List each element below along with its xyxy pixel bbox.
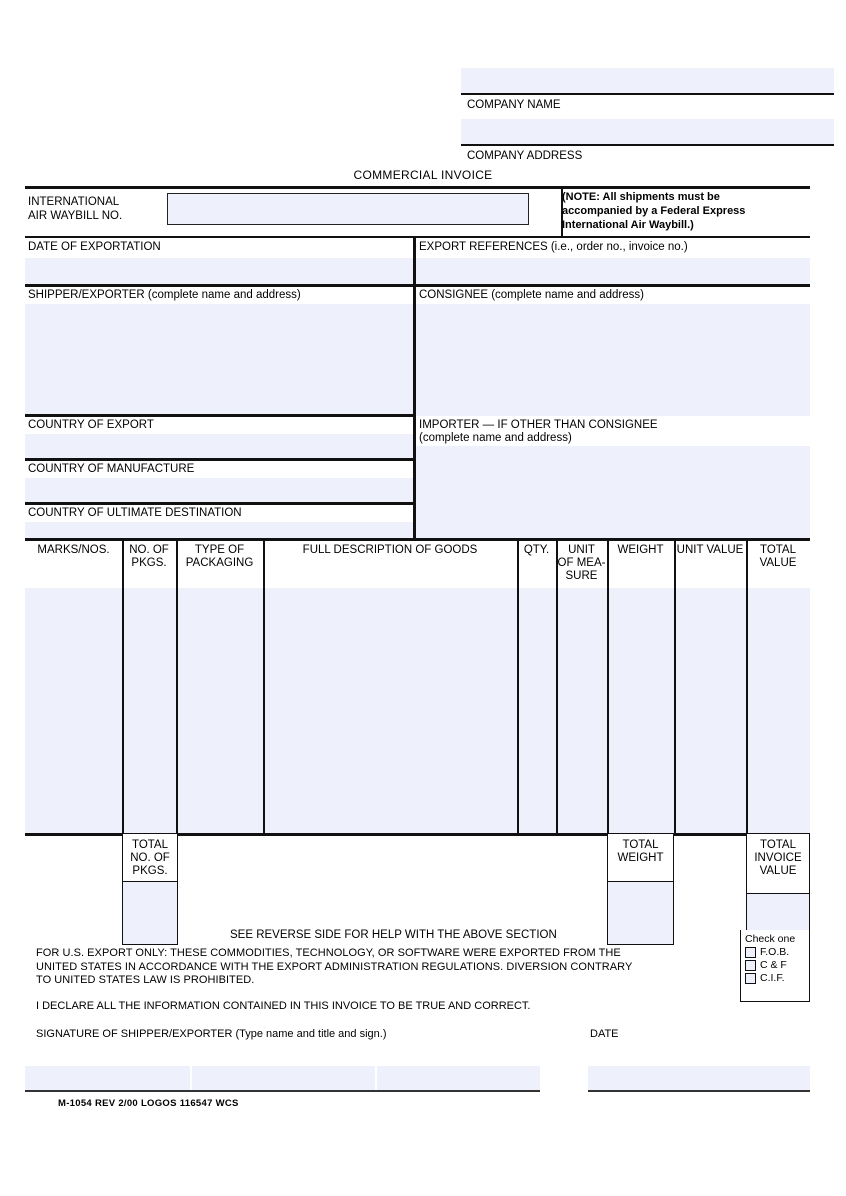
parties-grid [25, 236, 810, 538]
grid-center-divider [413, 238, 416, 538]
goods-table-body [25, 588, 810, 833]
country-of-export-input[interactable] [25, 434, 413, 460]
col-type-pkg-l2: PACKAGING [185, 557, 254, 569]
importer-label-line1: IMPORTER — IF OTHER THAN CONSIGNEE [419, 419, 658, 431]
total-no-of-pkgs-box [122, 833, 178, 945]
cell-uom-input[interactable] [558, 588, 607, 833]
column-header-type-of-packaging [176, 538, 263, 588]
check-one-title: Check one [745, 933, 796, 945]
note-line-2: accompanied by a Federal Express [562, 205, 746, 217]
company-address-input[interactable] [461, 119, 834, 146]
checkbox-cf-icon[interactable] [745, 960, 756, 971]
col-no-pkgs-l2: PKGS. [131, 557, 167, 569]
page-title: COMMERCIAL INVOICE [353, 168, 493, 182]
total-pkgs-l2: NO. OF [130, 852, 170, 864]
export-statement-line2: UNITED STATES IN ACCORDANCE WITH THE EXPORT ADMINISTRATION REGULATIONS. DIVERSION CONTRARY [36, 960, 633, 973]
see-reverse-note: SEE REVERSE SIDE FOR HELP WITH THE ABOVE SECTION [230, 929, 557, 941]
air-waybill-number-input[interactable] [167, 193, 529, 225]
date-of-exportation-label: DATE OF EXPORTATION [28, 241, 161, 253]
cell-type-pkg-input[interactable] [178, 588, 263, 833]
date-of-exportation-input[interactable] [25, 258, 413, 286]
col-total-value-l1: TOTAL [760, 544, 796, 556]
total-pkgs-l1: TOTAL [132, 839, 168, 851]
cell-total-value-input[interactable] [748, 588, 810, 833]
export-references-input[interactable] [416, 258, 810, 286]
export-references-cell [416, 238, 810, 286]
col-no-pkgs-l1: NO. OF [129, 544, 169, 556]
check-option-cif-label: C.I.F. [760, 972, 785, 984]
country-of-manufacture-cell [25, 460, 413, 504]
total-weight-box [607, 833, 674, 945]
air-waybill-label-line2: AIR WAYBILL NO. [28, 210, 123, 222]
total-invoice-l3: VALUE [759, 865, 797, 877]
date-field[interactable] [588, 1066, 810, 1090]
country-of-ultimate-destination-input[interactable] [25, 522, 413, 538]
country-of-manufacture-input[interactable] [25, 478, 413, 504]
checkbox-cif-icon[interactable] [745, 973, 756, 984]
total-weight-label [608, 834, 673, 865]
goods-table-header [25, 538, 810, 588]
company-name-input[interactable] [461, 68, 834, 95]
column-header-no-of-pkgs [122, 538, 176, 588]
signature-rule [25, 1090, 540, 1092]
col-type-pkg-l1: TYPE OF [194, 544, 245, 556]
total-invoice-value-box [746, 833, 810, 945]
col-uom-l1: UNIT [568, 544, 595, 556]
consignee-label: CONSIGNEE (complete name and address) [419, 289, 644, 301]
importer-label-line2: (complete name and address) [419, 432, 572, 444]
air-waybill-label [28, 195, 122, 223]
consignee-cell [416, 286, 810, 416]
check-option-cif[interactable] [745, 973, 809, 984]
export-references-label: EXPORT REFERENCES (i.e., order no., invoice no.) [419, 241, 688, 253]
signature-field-3[interactable] [377, 1066, 540, 1090]
total-weight-l1: TOTAL [622, 839, 659, 851]
company-block [461, 68, 834, 170]
goods-table [25, 538, 810, 953]
export-statement [36, 947, 696, 988]
country-of-manufacture-label: COUNTRY OF MANUFACTURE [28, 463, 195, 475]
signature-field-2[interactable] [192, 1066, 375, 1090]
shipper-exporter-cell [25, 286, 413, 416]
column-header-total-value [746, 538, 810, 588]
total-pkgs-l3: PKGS. [132, 865, 168, 877]
column-header-description: FULL DESCRIPTION OF GOODS [302, 544, 478, 556]
air-waybill-row [25, 188, 810, 236]
column-header-weight: WEIGHT [617, 544, 664, 556]
column-header-unit-value: UNIT VALUE [676, 544, 744, 556]
check-option-cf-label: C & F [760, 959, 787, 971]
total-weight-input[interactable] [608, 881, 673, 944]
checkbox-fob-icon[interactable] [745, 947, 756, 958]
consignee-input[interactable] [416, 304, 810, 416]
col-total-value-l2: VALUE [759, 557, 797, 569]
signature-label: SIGNATURE OF SHIPPER/EXPORTER (Type name and title and sign.) [36, 1028, 387, 1040]
total-weight-l2: WEIGHT [617, 852, 664, 864]
cell-marks-input[interactable] [25, 588, 122, 833]
importer-cell [416, 416, 810, 538]
form-code: M-1054 REV 2/00 LOGOS 116547 WCS [58, 1098, 239, 1109]
totals-row [25, 833, 810, 953]
check-one-box [740, 930, 810, 1002]
col-uom-l3: SURE [565, 570, 598, 582]
check-option-cf[interactable] [745, 960, 809, 971]
country-of-ultimate-destination-label: COUNTRY OF ULTIMATE DESTINATION [28, 507, 242, 519]
company-name-label: COMPANY NAME [467, 99, 561, 111]
cell-no-pkgs-input[interactable] [124, 588, 176, 833]
note-line-3: International Air Waybill.) [562, 219, 694, 231]
cell-description-input[interactable] [265, 588, 517, 833]
total-invoice-l2: INVOICE [754, 852, 802, 864]
total-invoice-l1: TOTAL [760, 839, 796, 851]
column-header-unit-of-measure [556, 538, 607, 588]
air-waybill-label-line1: INTERNATIONAL [28, 196, 120, 208]
signature-field-1[interactable] [25, 1066, 190, 1090]
note-line-1: (NOTE: All shipments must be [562, 191, 720, 203]
air-waybill-left [25, 188, 552, 236]
importer-input[interactable] [416, 446, 810, 538]
federal-express-note [562, 190, 810, 232]
total-invoice-value-label [747, 834, 809, 878]
shipper-exporter-input[interactable] [25, 304, 413, 416]
check-option-fob[interactable] [745, 947, 809, 958]
export-statement-line1: FOR U.S. EXPORT ONLY: THESE COMMODITIES, TECHNOLOGY, OR SOFTWARE WERE EXPORTED FROM THE [36, 947, 621, 959]
column-header-marks: MARKS/NOS. [37, 544, 110, 556]
cell-unit-value-input[interactable] [676, 588, 746, 833]
shipper-exporter-label: SHIPPER/EXPORTER (complete name and address) [28, 289, 301, 301]
cell-weight-input[interactable] [609, 588, 674, 833]
company-address-label: COMPANY ADDRESS [467, 150, 583, 162]
country-of-export-cell [25, 416, 413, 460]
export-statement-line3: TO UNITED STATES LAW IS PROHIBITED. [36, 974, 255, 987]
cell-qty-input[interactable] [519, 588, 556, 833]
date-rule [588, 1090, 810, 1092]
col-uom-l2: OF MEA- [557, 557, 606, 569]
total-no-of-pkgs-label [123, 834, 177, 878]
country-of-ultimate-destination-cell [25, 504, 413, 538]
total-no-of-pkgs-input[interactable] [123, 881, 177, 944]
country-of-export-label: COUNTRY OF EXPORT [28, 419, 154, 431]
date-of-exportation-cell [25, 238, 413, 286]
column-header-qty: QTY. [523, 544, 550, 556]
date-label: DATE [590, 1028, 619, 1040]
check-option-fob-label: F.O.B. [760, 946, 790, 958]
declaration-statement: I DECLARE ALL THE INFORMATION CONTAINED IN THIS INVOICE TO BE TRUE AND CORRECT. [36, 1000, 531, 1012]
